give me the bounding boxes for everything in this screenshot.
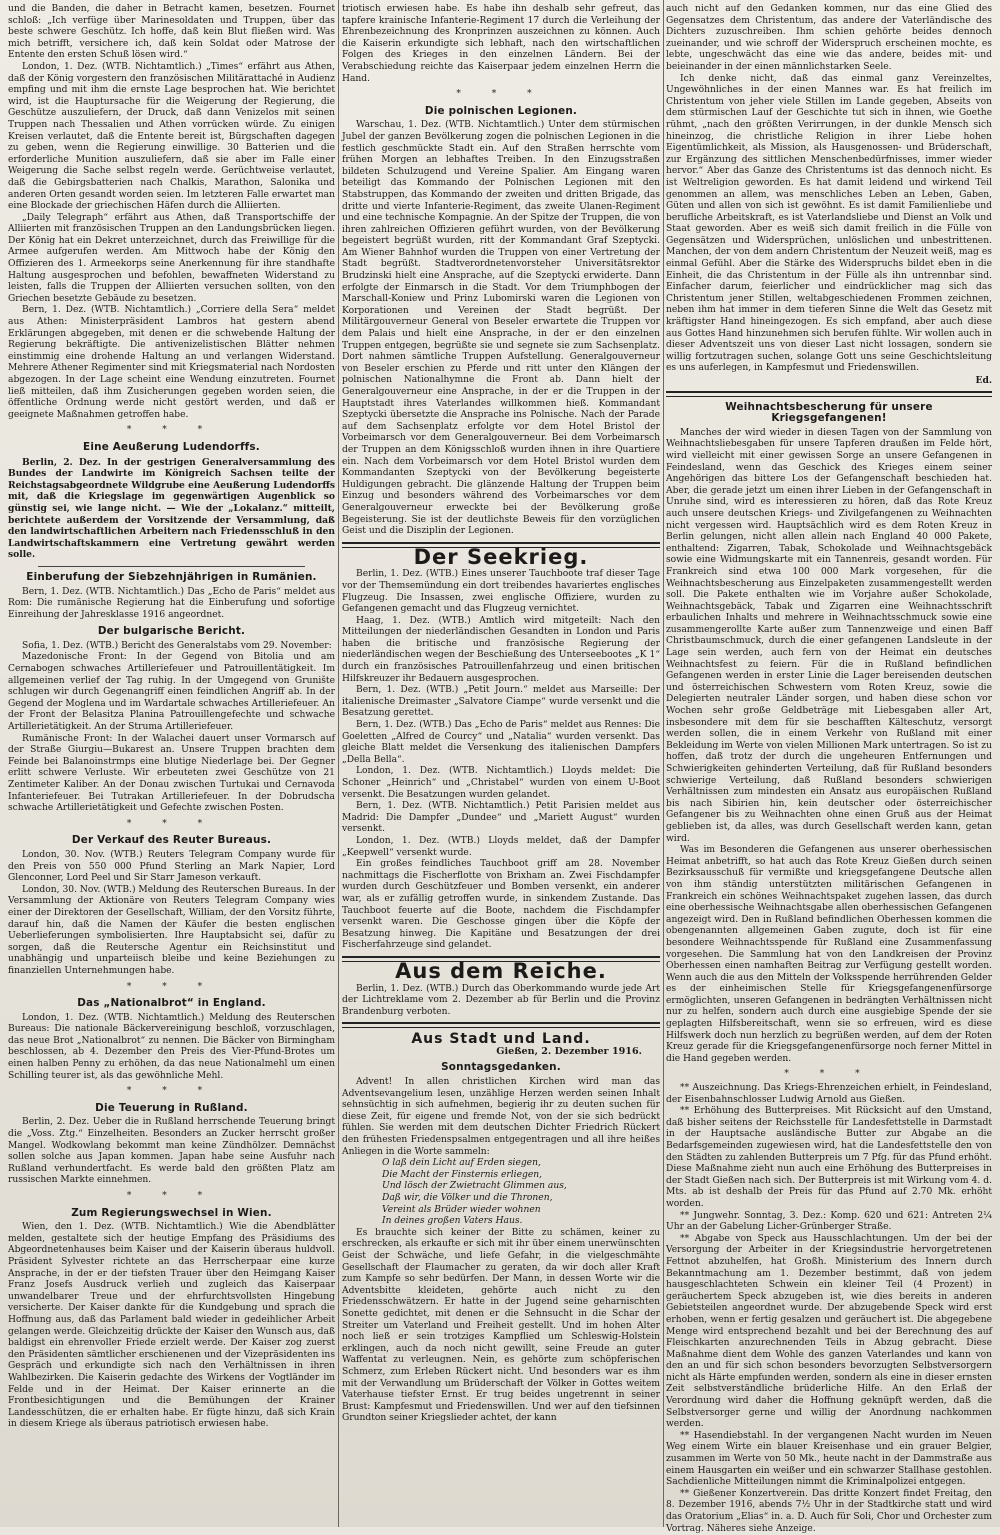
- article-text: Haag, 1. Dez. (WTB.) Amtlich wird mitgeteilt: Nach den Mitteilungen der niederländischen Gesandten in London und Paris haben die britische und französische Regierung der niederländischen wegen der Beschießung des Unterseebootes „K 1“ durch ein französisches Patrouillenfahrzeug und einen britischen Hilfskreuzer ihr Bedauern ausgesprochen.: [342, 615, 660, 684]
- headline: Der Verkauf des Reuter Bureaus.: [71, 834, 272, 847]
- separator-stars: * * *: [784, 1069, 874, 1080]
- article-text: London, 1. Dez. (WTB.) Lloyds meldet, daß der Dampfer „Keepwell“ versenkt wurde.: [342, 835, 660, 858]
- poem-line: Die Macht der Finsternis erliegen,: [382, 1169, 543, 1180]
- article-text: Ich denke nicht, daß das einmal ganz Vereinzeltes, Ungewöhnliches in der einen Mannes war. Es hat freilich im Christentum von jeher viele Stillen im Lande gegeben, Abseits von dem stürmischen Lauf der Geschichte tut sich in ihnen, wie Goethe rühmt, „nach den größten Verirrungen, in der dunkle Mensch sich hineinzog, die christliche Religion in ihrer Liebe hohen Eigentümlichkeit, als Mission, als Hausgenossen- und Brüderschaft, zur Ergänzung des sittlichen Menschenbedürfnisses, immer wieder hervor.“ Aber das Ganze des Christentums ist das dennoch nicht. Es ist Weltreligion geworden. Es hat damit leidend und wirkend Teil genommen an allem, was menschliches Leben an Leben, Gaben, Güten und allen von sich ist gewöhnt. Es ist damit Familienliebe und berufliche Arbeitskraft, es ist Vaterlandsliebe und Dienst an Volk und Staat geworden. Aber es weiß sich damit freilich in die Fülle von Gegensätzen und Widersprüchen, unlöslichen und unbestrittenen. Manchen, der von dem andern Christentum der Neuzeit weiß, mag es einmal Gefühl. Aber die Stärke des Widerspruchs bildet eben in die Einheit, die das Christentum in der Fülle als ihn untrennbar sind. Einfacher darum, feierlicher und eindrücklicher mag sich das Christentum jener Stillen, weltabgeschiedenen Frommen zeichnen, neben ihm hat immer in dem tieferen Sinne die Welt das Gesetz mit kräftigster Hand hineingezogen. Es sich empfand, aber auch diese aus Gottes Hand hinzunehmen sich berufen fühlte. Wir wollen auch in dieser Adventszeit uns von dieser Last nicht lossagen, sondern sie willig fortzutragen suchen, solange Gott uns seine Geschichtsleitung es uns auferlegen, in Kampfesmut und Friedenswillen.: [666, 73, 992, 374]
- article-text: Bern, 1. Dez. (WTB.) Das „Echo de Paris“ meldet aus Rennes: Die Goeletten „Alfred de Courcy“ und „Natalia“ wurden versenkt. Das gleiche Blatt meldet die Versenkung des italienischen Dampfers „Della Bella“.: [342, 720, 660, 765]
- article-text: Bern, 1. Dez. (WTB. Nichtamtlich.) „Corriere della Sera“ meldet aus Athen: Ministerpräsident Lambros hat gestern abend Erklärungen abgegeben, mit denen er die schwebende Haltung der Regierung bekräftigte. Die antivenizelistischen Blätter nehmen einstimmig eine drohende Haltung an und verlangen Widerstand. Mehrere Athener Regimenter sind mit Kriegsmaterial nach Nordosten abgezogen. In der Lage scheint eine Wendung einzutreten. Fournet ließ mitteilen, daß ihm Zusicherungen gegeben worden seien, die öffentliche Ordnung werde nicht gestört werden, und daß er geeignete Maßnahmen getroffen habe.: [8, 305, 335, 420]
- article-text: Berlin, 2. Dez. In der gestrigen Generalversammlung des Bundes der Landwirte im Königreich Sachsen teilte der Reichstagsabgeordnete Wildgrube eine Aeußerung Ludendorffs mit, daß die Kriegslage im gegenwärtigen Augenblick so günstig sei, wie lange nicht. — Wie der „Lokalanz.“ mitteilt, berichtete außerdem der Vorsitzende der Versammlung, daß den landwirtschaftlichen Arbeitern nach Friedensschluß in den Landwirtschaftskammern eine Vertretung gewährt werden solle.: [8, 456, 335, 561]
- article-text: ** Abgabe von Speck aus Hausschlachtungen. Um der bei der Versorgung der Arbeiter in der Kriegsindustrie hervorgetretenen Fettnot abzuhelfen, hat Großh. Ministerium des Innern durch Bekanntmachung am 1. Dezember bestimmt, daß von jedem hausgeschlachteten Schwein ein kleiner Teil (4 Prozent) in geräuchertem Speck abzugeben ist, wie dies bereits in anderen Gebietsteilen angeordnet wurde. Der abzugebende Speck wird erst erhoben, wenn er fertig gesalzen und geräuchert ist. Die abgegebene Menge wird entsprechend bezahlt und bei der Berechnung des auf Fleischkarten anzurechnenden Teils in Abzug gebracht. Diese Maßnahme dient dem Wohle des ganzen Vaterlandes und kann von den an und für sich schon besonders bevorzugten Selbstversorgern nicht als Härte empfunden werden, sondern als eine in dieser ernsten Zeit selbstverständliche brüderliche Hilfe. An den Erlaß der Verordnung wird daher die Hoffnung geknüpft werden, daß die Selbstversorger gerne und willig der Anordnung nachkommen werden.: [666, 1233, 992, 1430]
- separator-stars: * * *: [456, 89, 546, 100]
- headline: Zum Regierungswechsel in Wien.: [71, 1206, 272, 1219]
- section-divider: [342, 1022, 660, 1028]
- headline: Die polnischen Legionen.: [424, 104, 578, 117]
- poem-line: Und lösch der Zwietracht Glimmen aus,: [382, 1181, 567, 1192]
- article-text: Berlin, 1. Dez. (WTB.) Durch das Oberkommando wurde jede Art der Lichtreklame vom 2. Dezember ab für Berlin und die Provinz Brandenburg verboten.: [342, 983, 660, 1017]
- article-text: Es brauchte sich keiner der Bitte zu schämen, keiner zu erschrecken, als erkaufte er sich mit ihr über einem unerwünschten Geist der Schwäche, und liefe Gefahr, in die vielgeschmähte Gesellschaft der Flaumacher zu geraten, da wir doch aller Kraft zum Kampfe so sehr bedürfen. Der Mann, in dessen Worte wir die Adventsbitte kleideten, gehörte auch nicht zu den Friedensschwätzern. Er hatte in der Jugend seine geharnischten Sonette gedichtet, mit denen er die Sehnsucht in die Schar der Streiter um Vaterland und Freiheit gestellt. Und im hohen Alter noch ließ er sein trotziges Kampflied um Schleswig-Holstein erklingen, auch da noch nicht gewillt, seine Freude an guter Waffentat zu verleugnen. Nein, es gehörte zum schöpferischen Schmerz, zum Erleben Rückert nicht. Und besonders war es ihm mit der Verwandlung um Brüderschaft der Völker in Gottes weitem Vaterhause tiefster Ernst. Er trug beides ungetrennt in seiner Brust: Kampfesmut und Friedenswillen. Und wer auf den tiefsinnen Grundton seiner Kriegslieder achtet, der kann: [342, 1227, 660, 1424]
- article-text: Bern, 1. Dez. (WTB. Nichtamtlich.) Petit Parisien meldet aus Madrid: Die Dampfer „Dundee“ und „Mariett August“ wurden versenkt.: [342, 801, 660, 835]
- column-rule: [338, 0, 339, 1527]
- article-text: Bern, 1. Dez. (WTB.) „Petit Journ.“ meldet aus Marseille: Der italienische Dreimaster „Salvatore Ciampe“ wurde versenkt und die Besatzung gerettet.: [342, 685, 660, 719]
- signature: Ed.: [975, 375, 992, 386]
- separator-stars: * * *: [126, 1191, 217, 1201]
- poem-line: Daß wir, die Völker und die Thronen,: [382, 1193, 553, 1203]
- article-text: ** Hasendiebstahl. In der vergangenen Nacht wurden im Neuen Weg einem Wirte ein blauer Kreisenhase und ein grauer Belgier, zusammen im Werte von 50 Mk., heute nacht in der Dammstraße aus einem Hausgarten ein weißer und ein schwarzer Stallhase gestohlen. Sachdienliche Mitteilungen nimmt die Kriminalpolizei entgegen.: [666, 1430, 992, 1488]
- column-1: [8, 4, 335, 1523]
- article-text: Advent! In allen christlichen Kirchen wird man das Adventsevangelium lesen, unzählige Herzen werden seinen Inhalt sehnsüchtig in sich aufnehmen, begierig ihr zu deuten suchen für diese Zeit, für eigene und fremde Not, von der sie sich bedrückt fühlen. Sie werden mit dem deutschen Dichter Friedrich Rückert den frühesten Friedenspsalmen entgegentragen und all ihre heißes Anliegen in die Worte sammeln:: [342, 1077, 660, 1157]
- article-text: London, 1. Dez. (WTB. Nichtamtlich.) Lloyds meldet: Die Schoner „Heinrich“ und „Christabel“ wurden von einem U-Boot versenkt. Die Besatzungen wurden gelandet.: [342, 766, 660, 800]
- poem-line: O laß dein Licht auf Erden siegen,: [382, 1158, 541, 1169]
- article-text: und die Banden, die daher in Betracht kamen, besetzen. Fournet schloß: „Ich verfüge über Marinesoldaten und Truppen, über das beste schwere Geschütz. Ich hoffe, daß kein Blut fließen wird. Was mich betrifft, versichere ich, daß kein Soldat oder Matrose der Entente den ersten Schuß lösen wird.“: [8, 4, 335, 61]
- separator-stars: * * *: [126, 981, 217, 992]
- article-text: ** Erhöhung des Butterpreises. Mit Rücksicht auf den Umstand, daß bisher seitens der Reichsstelle für Landesfettstelle in Darmstadt in der Hauptsache ausländische Butter zur Abgabe an die Bedarfsgemeinden zugewiesen wird, hat die Landesfettstelle den von den Städten zu zahlenden Butterpreis um 7 Pfg. für das Pfund erhöht. Diese Maßnahme zieht nun auch eine Erhöhung des Butterpreises in der Stadt Gießen nach sich. Der Butterpreis ist mit Wirkung vom 4. d. Mts. ab ist deshalb der Preis für das Pfund auf 2.70 Mk. erhöht worden.: [666, 1106, 992, 1209]
- article-text: Ein großes feindliches Tauchboot griff am 28. November nachmittags die Fischerflotte von Brixham an. Zwei Fischdampfer wurden durch Geschützfeuer und Bomben versenkt, ein anderer war, als er zufällig getroffen wurde, in sinkendem Zustande. Das Tauchboot feuerte auf die Boote, nachdem die Fischdampfer versenkt waren. Die Geschosse gingen über die Köpfe der Besatzung hinweg. Die Kapitäne und Besatzungen der drei Fischerfahrzeuge sind gelandet.: [342, 859, 660, 951]
- dateline: Gießen, 2. Dezember 1916.: [496, 1045, 642, 1057]
- article-text: triotisch erwiesen habe. Es habe ihn deshalb sehr gefreut, das tapfere krainische Infanterie-Regiment 17 durch die Verleihung der Ehrenbezeichnung des Kronprinzen auszeichnen zu können. Auch die Kaiserin erkundigte sich lebhaft, nach den wirtschaftlichen Folgen des Krieges in den einzelnen Ländern. Bei der Verabschiedung reichte das Kaiserpaar jedem einzelnen Herrn die Hand.: [342, 4, 660, 84]
- article-text: auch nicht auf den Gedanken kommen, nur das eine Glied des Gegensatzes dem Christentum, das andere der Vaterländische des Dichters zuzuschreiben. Ihm schien gehörte beides dennoch zueinander, und wie schroff der Widerspruch erscheinen mochte, es lebte, ungeschwächt das eine wie das andere, beides mit- und beieinander in der einen männlichstarken Seele.: [666, 4, 992, 72]
- article-text: London, 30. Nov. (WTB.) Meldung des Reuterschen Bureaus. In der Versammlung der Aktionäre von Reuters Telegram Company wies einer der Direktoren der Gesellschaft, William, der den Vorsitz führte, darauf hin, daß die Namen der Käufer die besten englischen Ueberlieferungen symbolisierten. Ihre Hauptabsicht sei, dafür zu sorgen, daß die Reutersche Agentur ein Reichsinstitut und unabhängig und unparteiisch bleibe und keine Beziehungen zu finanziellen Unternehmungen habe.: [8, 884, 335, 976]
- separator-stars: * * *: [126, 1086, 217, 1097]
- article-text: ** Auszeichnung. Das Kriegs-Ehrenzeichen erhielt, in Feindesland, der Eisenbahnschlosser Ludwig Arnold aus Gießen.: [666, 1083, 992, 1105]
- article-text: Bern, 1. Dez. (WTB. Nichtamtlich.) Das „Echo de Paris“ meldet aus Rom: Die rumänische Regierung hat die Einberufung und sofortige Einreihung der Jahresklasse 1916 angeordnet.: [8, 586, 335, 620]
- column-rule: [663, 0, 664, 1527]
- article-text: Manches der wird wieder in diesen Tagen von der Sammlung von Weihnachtsliebesgaben für unsere Tapferen draußen im Felde hört, wird vielleicht mit einer gewissen Sorge an unsere Gefangenen in Feindesland, wenn das Geschick des Krieges einem seiner Angehörigen das bittere Los der Gefangenschaft beschieden hat. Aber, die gerade jetzt um einen ihrer Lieben in der Gefangenschaft in Unruhe sind, wird es interessieren zu hören, daß das Rote Kreuz auch unsere deutschen Kriegs- und Zivilgefangenen zu Weihnachten nicht vergessen wird. Hauptsächlich wird es dem Roten Kreuz in Berlin gelungen, nicht allen allein nach England 40 000 Pakete, enthaltend: Zigarren, Tabak, Schokolade und Weihnachtsgebäck sowie eine Widmungskarte mit ein Tannenreis, gesandt worden. Für Frankreich sind etwa 100 000 Mark vorgesehen, für die Weihnachtsbescherung aus Einzelpaketen zusammengestellt werden soll. Die Pakete enthalten wie im Vorjahre außer Schokolade, Weihnachtsgebäck, Tabak und Zigarren eine Weihnachtsschrift erbaulichen Inhalts und mehrere in Weihnachtsschmuck sowie eine zusammengerollte Karte außer zum Tannenzweige und einen Baff Christbaumschmuck, durch die einer gefangenen Landsleute in der Lage sein werden, auch fern von der Heimat ein deutsches Weihnachtsfest zu feiern. Für die in Rußland befindlichen Gefangenen werden in erster Linie die Lager bereisenden deutschen und österreichischen Schwestern vom Roten Kreuz, sowie die Delegierten neutraler Länder sorgen, und haben diese schon vor Wochen sehr große Geldbeträge mit Liebesgaben aller Art, insbesondere mit dem für sie beschafften Kälteschutz, versorgt werden sollen, die in einem Verkehr von Rußland mit einer Bekleidung im Werte von vielen Millionen Mark untertragen. So ist zu hoffen, daß trotz der durch die ungeheuren Entfernungen und Schwierigkeiten gehinderten Verteilung, daß für Rußland besonders schwierige Verteilung, daß Rußland besonders schwierigen Verhältnissen zum mindesten ein Ansatz aus europäischen Rußland bis nach Sibirien hin, kein deutscher oder österreichischer Gefangener bis zu Weihnachten ohne einen Gruß aus der Heimat geblieben ist, da alles, was durch Gesellschaft werden kann, getan wird.: [666, 427, 992, 844]
- article-text: ** Jungwehr. Sonntag, 3. Dez.: Komp. 620 und 621: Antreten 2¼ Uhr an der Gabelung Licher-Grünberger Straße.: [666, 1210, 992, 1233]
- article-text: „Daily Telegraph“ erfährt aus Athen, daß Transportschiffe der Alliierten mit französischen Truppen an den Landungsbrücken liegen. Der König hat ein Dekret unterzeichnet, durch das Freiwillige für die Armee aufgerufen werden. Am Mittwoch habe der König den Offizieren des 1. Armeekorps seine Anerkennung für ihre standhafte Haltung ausgesprochen und befohlen, bewaffneten Widerstand zu leisten, falls die Truppen der Alliierten versuchen sollten, von den Griechen besetzte Gebäude zu besetzen.: [8, 212, 335, 304]
- headline: Der bulgarische Bericht.: [97, 625, 246, 638]
- article-text: London, 30. Nov. (WTB.) Reuters Telegram Company wurde für den Preis von 550 000 Pfund Sterling an Mark Napier, Lord Glenconner, Lord Peel und Sir Starr Jameson verkauft.: [8, 849, 335, 884]
- article-text: Sofia, 1. Dez. (WTB.) Bericht des Generalstabs vom 29. November:: [22, 640, 332, 651]
- headline: Sonntagsgedanken.: [441, 1061, 561, 1074]
- section-title: Aus dem Reiche.: [395, 958, 607, 983]
- article-text: ** Gießener Konzertverein. Das dritte Konzert findet Freitag, den 8. Dezember 1916, abends 7½ Uhr in der Stadtkirche statt und wird das Oratorium „Elias“ in. a. D. Auch für Soli, Chor und Orchester zum Vortrag. Näheres siehe Anzeige.: [666, 1488, 992, 1534]
- section-title: Aus Stadt und Land.: [411, 1031, 591, 1048]
- article-text: Wien, den 1. Dez. (WTB. Nichtamtlich.) Wie die Abendblätter melden, gestaltete sich der heutige Empfang des Präsidiums des Abgeordnetenhauses beim Kaiser und der Kaiserin überaus huldvoll. Präsident Sylvester richtete an das Herrscherpaar eine kurze Ansprache, in der er der tiefsten Trauer über den Heimgang Kaiser Franz Josefs Ausdruck verlieh und zugleich das Kaiserpaar unwandelbarer Treue und der ehrfurchtsvollsten Hingebung versicherte. Der Kaiser dankte für die Kundgebung und sprach die Hoffnung aus, daß das Parlament bald wieder in gedeihlicher Arbeit gelangen werde. Gleichzeitig drückte der Kaiser den Wunsch aus, daß baldigst ein ehrenvoller Friede erzielt werde. Der Kaiser zog zuerst den Präsidenten sämtlicher erschienenen und der Vizepräsidenten ins Gespräch und erkundigte sich nach den Verhältnissen in ihren Wahlbezirken. Die Kaiserin gedachte des Wirkens der Vogtländer im Felde und in der Heimat. Der Kaiser erinnerte an die Frontbesichtigungen und die Bemühungen der Krainer Landesschützen, die er erhalten habe. Er fügte hinzu, daß sich Krain in diesem Kriege als überaus patriotisch erwiesen habe.: [8, 1222, 335, 1430]
- separator-stars: * * *: [126, 425, 217, 436]
- poem-line: In deines großen Vaters Haus.: [382, 1216, 523, 1227]
- column-3: [666, 4, 992, 1534]
- article-text: Rumänische Front: In der Walachei dauert unser Vormarsch auf der Straße Giurgiu—Bukarest an. Unsere Truppen brachten dem Feinde bei Balanoinstrmps eine blutige Niederlage bei. Der Gegner erlitt schwere Verluste. Wir erbeuteten zwei Geschütze von 21 Zentimeter Kaliber. An der Donau zwischen Turtukai und Cernavoda Infanteriefeuer. Bei Tutrakan Artilleriefeuer. In der Dobrudscha schwache Artillerietätigkeit und Gefechte zwischen Posten.: [8, 733, 335, 814]
- article-text: London, 1. Dez. (WTB. Nichtamtlich.) „Times“ erfährt aus Athen, daß der König vorgestern den französischen Militärattaché in Audienz empfing und mit ihm die ernste Lage besprochen hat. Wie berichtet wird, ist die Hauptursache für die Weigerung der Regierung, die Geschütze auszuliefern, der Druck, daß dann Venizelos mit seinen Truppen nach Thessalien und Athen vorrücken würde. Zu einigen Kreisen verlautet, daß die Entente bereit ist, Bürgschaften dagegen zu geben, wenn die Regierung einwillige. 30 Batterien und die erforderliche Munition auszuliefern, daß sie aber im Falle einer Weigerung die Sache selbst regeln werde. Gerüchtweise verlautet, daß die Gebirgsbatterien nach Chalkis, Marathon, Salonika und anderen Orten gesandt worden seien. Im letzteren Falle erwartet man eine Blockade der griechischen Häfen durch die Alliierten.: [8, 61, 335, 212]
- divider: [38, 566, 305, 567]
- article-text: Berlin, 2. Dez. Ueber die in Rußland herrschende Teuerung bringt die „Voss. Ztg.“ Einzelheiten. Besonders an Zucker herrscht großer Mangel. Wodkowlang bekommt man keine Zündhölzer. Demnächst sollen solche aus Japan kommen. Japan habe seine Ausfuhr nach Rußland verhundertfacht. Es werde bald den größten Platz am russischen Markte einnehmen.: [8, 1117, 335, 1186]
- separator-stars: * * *: [126, 818, 217, 829]
- headline: Eine Aeußerung Ludendorffs.: [83, 440, 260, 453]
- article-text: Was im Besonderen die Gefangenen aus unserer oberhessischen Heimat anbetrifft, so hat auch das Rote Kreuz Gießen durch seinen Bezirksausschuß für vermißte und kriegsgefangene Deutsche allen von ihm ständig unterstützten militärischen Gefangenen in Frankreich ein schönes Weihnachtspaket zugehen lassen, das durch eine oberhessische Weihnachtsgabe allen oberhessischen Gefangenen angezeigt wird. Den in Rußland befindlichen Oberhessen kommen die obengenannten allgemeinen Gaben zugute, doch ist für eine besondere Weihnachtsspende für Rußland eine Zusammenfassung vorgesehen. Die Sammlung hat von den Landkreisen der Provinz Oberhessen einen namhaften Beitrag zur Verfügung gestellt worden. Wenn auch die aus den Mitteln der Volksspende herrührenden Gelder es der einheimischen Stelle für Kriegsgefangenenfürsorge ermöglichten, unseren Gefangenen in bedrängten Verhältnissen nicht nur zu helfen, sondern auch durch eine ausgiebige Spende der sie geplagten Hilfsbereitschaft, wenn sie so erfreuen, wird es diese Hilfswerk doch nun herzlich zu begrüßen werden, auf dem der Roten Kreuz gerade für die Kriegsgefangenenfürsorge noch ferner Mittel in die Hand gegeben werden.: [666, 845, 992, 1064]
- article-text: London, 1. Dez. (WTB. Nichtamtlich.) Meldung des Reuterschen Bureaus: Die nationale Bäckervereinigung beschloß, vorzuschlagen, das neue Brot „Nationalbrot“ zu nennen. Die Bäcker von Birmingham beschlossen, ab 4. Dezember den Preis des Vier-Pfund-Brotes um einen halben Penny zu erhöhen, da das neue Nationalmehl um einen Schilling teurer ist, als das gewöhnliche Mehl.: [8, 1012, 335, 1081]
- article-text: Warschau, 1. Dez. (WTB. Nichtamtlich.) Unter dem stürmischen Jubel der ganzen Bevölkerung zogen die polnischen Legionen in die festlich geschmückte Stadt ein. Auf den Straßen herrschte vom frühen Morgen an lebhaftes Treiben. In den Einzugsstraßen bildeten Schulzugend und Vereine Spalier. Am Eingang waren beteiligt das Kommando der Polnischen Legionen mit den Stabstruppen, das Kommando der zweiten und dritten Brigade, das dritte und vierte Infanterie-Regiment, das zweite Ulanen-Regiment und eine technische Kompagnie. An der Spitze der Truppen, die von ihren zahlreichen Offizieren geführt wurden, von der Bevölkerung begeistert begrüßt wurden, ritt der Kommandant Graf Szeptycki. Am Wiener Bahnhof wurden die Truppen von einer Vertretung der Stadt begrüßt. Stadtverordnetenvorsteher Universitätsrektor Brudzinski hielt eine Ansprache, auf die Szeptycki erwiderte. Dann erfolgte der Einmarsch in die Stadt. Vor dem Triumphbogen der Marschall-Koniew und Prinz Lubomirski waren die Legionen von Korporationen und Vereinen der Stadt begrüßt. Der Militärgouverneur General von Beseler erwartete die Truppen vor dem Palais und hielt eine Ansprache, in der er den einzelnen Truppen entgegen, begrüßte sie und segnete sie zum Sachsenplatz. Dort nahmen sämtliche Truppen Aufstellung. Generalgouverneur von Beseler erschien zu Pferde und ritt unter den Klängen der polnischen Nationalhymne die Front ab. Dann hielt der Generalgouverneur eine Ansprache, in der er die Truppen in der Hauptstadt ihres Vaterlandes willkommen hieß. Kommandant Szeptycki übersetzte die Ansprache ins Polnische. Nach der Parade auf dem Sachsenplatz erfolgte vor dem Hotel Bristol der Vorbeimarsch vor dem Generalgouverneur. Bei dem Vorbeimarsch der Truppen an dem Königsschloß wurden ihnen in ihre Quartiere ein. Nach dem Vorbeimarsch vor dem Hotel Bristol wurden dem Kommandanten Szeptycki von der Bevölkerung begeisterte Huldigungen gebracht. Die glänzende Haltung der Truppen beim Einzug und besonders während des Vorbeimarsches vor dem Generalgouverneur erweckte bei der Bevölkerung große Begeisterung. Sie ist der deutlichste Beweis für den vorzüglichen Geist und die Disziplin der Legionen.: [342, 120, 660, 537]
- column-2: [342, 4, 660, 1523]
- headline: Weihnachtsbescherung für unsere Kriegsgefangenen!: [725, 400, 933, 425]
- headline: Einberufung der Siebzehnjährigen in Rumänien.: [26, 570, 317, 583]
- article-text: Mazedonische Front: In der Gegend von Bitolia und am Cernabogen schwaches Artilleriefeuer und Patrouillentätigkeit. Im allgemeinen verlief der Tag ruhig. In der Umgegend von Grunište schlugen wir durch Gegenangriff einen feindlichen Angriff ab. In der Gegend der Moglena und im Wardartale schwaches Artilleriefeuer. An der Front der Belasitza Planina Patrouillengefechte und schwache Artillerietätigkeit. An der Struma Artilleriefeuer.: [8, 652, 335, 733]
- headline: Das „Nationalbrot“ in England.: [77, 997, 266, 1010]
- article-text: Berlin, 1. Dez. (WTB.) Eines unserer Tauchboote traf dieser Tage vor der Themsemündung ein dort treibendes havariertes englisches Flugzeug. Die Insassen, zwei englische Offiziere, wurden zu Gefangenen gemacht und das Flugzeug vernichtet.: [342, 569, 660, 615]
- section-divider: [666, 391, 992, 397]
- section-title: Der Seekrieg.: [413, 544, 589, 569]
- headline: Die Teuerung in Rußland.: [95, 1101, 248, 1114]
- poem-line: Vereint als Brüder wieder wohnen: [382, 1204, 541, 1215]
